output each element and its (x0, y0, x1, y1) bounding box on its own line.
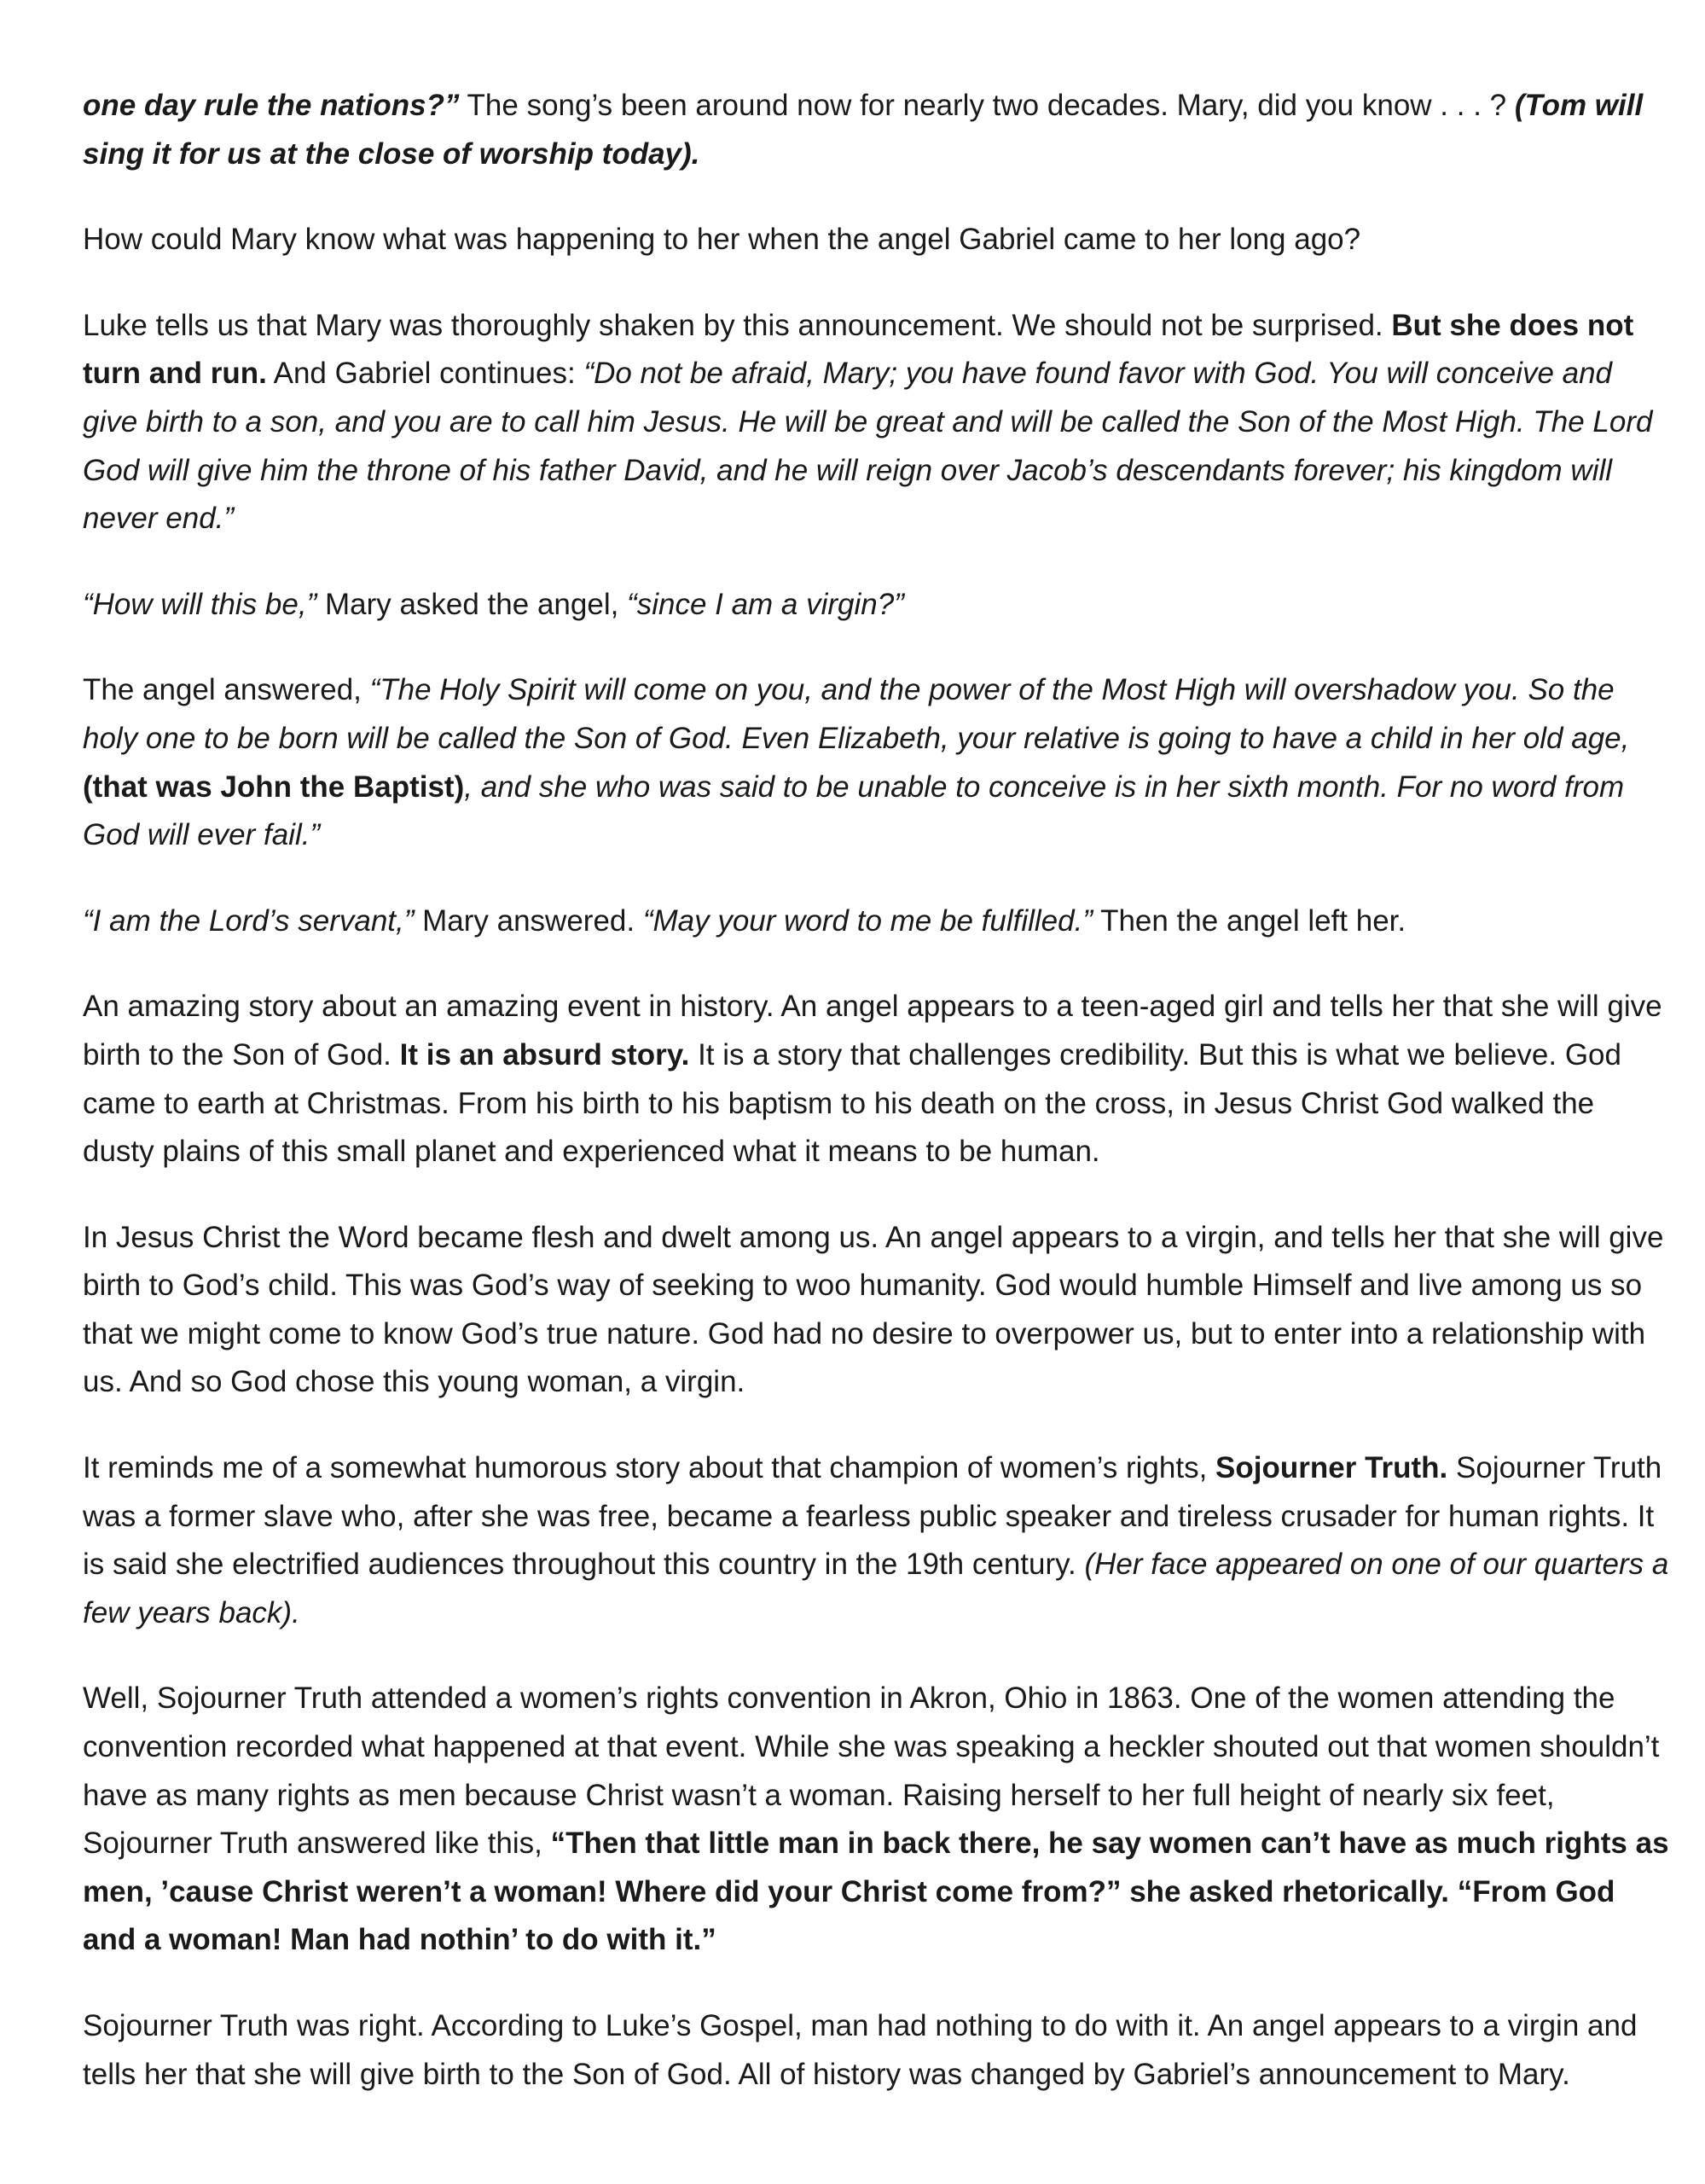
text-run: “May your word to me be fulfilled.” (642, 903, 1093, 938)
document-page (83, 82, 1669, 2136)
text-run: “I am the Lord’s servant,” (83, 903, 415, 938)
paragraph-5 (83, 666, 1669, 859)
text-run: Luke tells us that Mary was thoroughly shaken by this announcement. We should not be surprised. (83, 308, 1392, 342)
text-run: Mary answered. (414, 903, 643, 938)
paragraph-4 (83, 581, 1669, 630)
text-run: “The Holy Spirit will come on you, and the power of the Most High will overshadow you. So the holy one to be born will be called the Son of God. Even Elizabeth, your relative is going to have a child in her old age, (83, 673, 1630, 755)
text-run: But she does not turn and run. (83, 308, 1634, 391)
paragraph-2 (83, 216, 1669, 264)
text-run: Sojourner Truth was a former slave who, after she was free, became a fearless public speaker and tireless crusader for human rights. It is said she electrified audiences throughout this country in the 19th century. (83, 1451, 1662, 1582)
text-run: The song’s been around now for nearly two decades. Mary, did you know . . . ? (459, 89, 1515, 122)
text-run: Sojourner Truth. (1215, 1451, 1448, 1485)
text-run: (Her face appeared on one of our quarters a few years back). (83, 1548, 1669, 1629)
text-run: And Gabriel continues: (266, 357, 584, 391)
text-run: Well, Sojourner Truth attended a women’s rights convention in Akron, Ohio in 1863. One of the women attending the convention recorded what happened at that event. While she was speaking a heckler shouted out that women shouldn’t have as many rights as men because Christ wasn’t a woman. Raising herself to her full height of nearly six feet, Sojourner Truth answered like this, (83, 1682, 1660, 1861)
text-run: Mary asked the angel, (316, 587, 628, 621)
text-run: Then the angel left her. (1092, 903, 1406, 938)
text-run: , and she who was said to be unable to conceive is in her sixth month. For no word from God will ever fail.” (83, 770, 1625, 852)
text-run: “Then that little man in back there, he say women can’t have as much rights as men, ’cause Christ weren’t a woman! Where did your Christ come from?” she asked rhetorically. “From God and a woman! Man had nothin’ to do with it.” (83, 1827, 1669, 1957)
paragraph-6 (83, 897, 1669, 946)
paragraph-3 (83, 302, 1669, 543)
paragraph-11 (83, 2002, 1669, 2099)
text-run: (Tom will sing it for us at the close of worship today). (83, 89, 1644, 171)
text-run: The angel answered, (83, 673, 370, 707)
paragraph-7 (83, 983, 1669, 1176)
text-run: An amazing story about an amazing event in history. An angel appears to a teen-aged girl and tells her that she will give birth to the Son of God. (83, 990, 1662, 1072)
paragraph-1 (83, 82, 1669, 178)
text-run: Sojourner Truth was right. According to Luke’s Gospel, man had nothing to do with it. An angel appears to a virgin and tells her that she will give birth to the Son of God. All of history was changed by Gabriel’s announcement to Mary. (83, 2009, 1638, 2091)
text-run: It is a story that challenges credibility. But this is what we believe. God came to earth at Christmas. From his birth to his baptism to his death on the cross, in Jesus Christ God walked the dusty plains of this small planet and experienced what it means to be human. (83, 1037, 1621, 1169)
text-run: It is an absurd story. (399, 1037, 690, 1072)
text-run: (that was John the Baptist) (83, 770, 465, 804)
text-run: How could Mary know what was happening to her when the angel Gabriel came to her long ago? (83, 223, 1361, 257)
paragraph-8 (83, 1214, 1669, 1407)
paragraph-9 (83, 1444, 1669, 1637)
text-run: “How will this be,” (83, 587, 317, 621)
text-run: one day rule the nations?” (83, 89, 460, 122)
text-run: In Jesus Christ the Word became flesh and dwelt among us. An angel appears to a virgin, and tells her that she will give birth to God’s child. This was God’s way of seeking to woo humanity. God would humble Himself and live among us so that we might come to know God’s true nature. God had no desire to overpower us, but to enter into a relationship with us. And so God chose this young woman, a virgin. (83, 1220, 1664, 1399)
text-run: It reminds me of a somewhat humorous story about that champion of women’s rights, (83, 1451, 1216, 1485)
text-run: “Do not be afraid, Mary; you have found favor with God. You will conceive and give birth to a son, and you are to call him Jesus. He will be great and will be called the Son of the Most High. The Lord God will give him the throne of his father David, and he will reign over Jacob’s descendants forever; his kingdom will never end.” (83, 357, 1653, 536)
paragraph-10 (83, 1675, 1669, 1965)
text-run: “since I am a virgin?” (627, 587, 904, 621)
